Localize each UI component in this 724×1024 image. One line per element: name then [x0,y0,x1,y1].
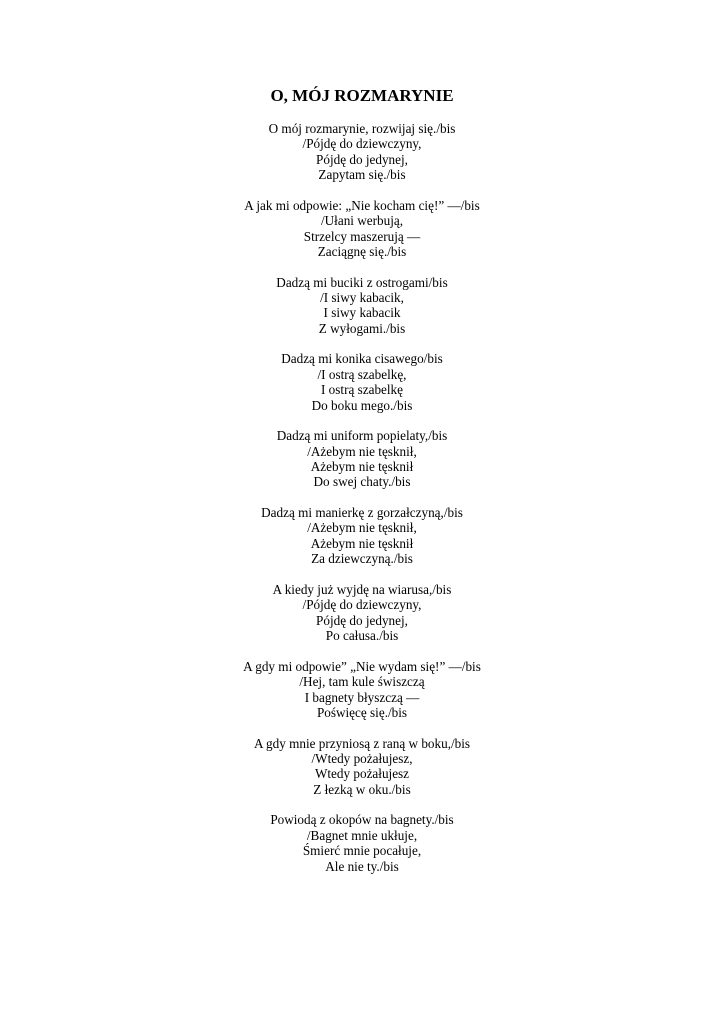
verse-line: I ostrą szabelkę [320,382,404,398]
verse-line: Dadzą mi uniform popielaty,/bis [276,428,448,444]
verse-line: Do swej chaty./bis [313,474,411,490]
verse-line: A gdy mnie przyniosą z raną w boku,/bis [253,735,471,751]
verse-line: Zapytam się./bis [318,167,406,183]
verse-line: Śmierć mnie pocałuje, [302,843,422,859]
verse-line: Pójdę do jedynej, [316,151,408,167]
stanza [0,736,724,798]
verse-line: Ażebym nie tęsknił [310,535,414,551]
verse-line: A kiedy już wyjdę na wiarusa,/bis [272,581,452,597]
verse-line: Z wyłogami./bis [318,320,406,336]
song-title: O, MÓJ ROZMARYNIE [270,86,454,105]
verse-line: /Wtedy pożałujesz, [311,750,413,766]
verse-line: /Ażebym nie tęsknił, [307,520,417,536]
stanza [0,659,724,721]
verse-line: O mój rozmarynie, rozwijaj się./bis [268,121,456,136]
verse-line: A gdy mi odpowie” „Nie wydam się!” —/bis [243,658,481,674]
stanza [0,582,724,644]
verse-line: Ale nie ty./bis [325,858,399,874]
verse-line: Do boku mego./bis [311,397,413,413]
verse-line: /Bagnet mnie ukłuje, [306,827,418,843]
poem-body [0,121,724,889]
verse-line: Dadzą mi konika cisawego/bis [281,351,443,367]
verse-line: /I siwy kabacik, [320,290,404,306]
verse-line: Poświęcę się./bis [316,704,408,720]
verse-line: A jak mi odpowie: „Nie kocham cię!” —/bis [244,197,480,213]
stanza [0,505,724,567]
verse-line: /Ażebym nie tęsknił, [307,443,417,459]
verse-line: /I ostrą szabelkę, [317,366,407,382]
verse-line: /Hej, tam kule świszczą [299,674,425,690]
verse-line: /Ułani werbują, [320,213,404,229]
verse-line: Wtedy pożałujesz [314,766,410,782]
verse-line: I siwy kabacik [323,305,401,321]
verse-line: Dadzą mi manierkę z gorzałczyną,/bis [261,505,463,521]
stanza [0,428,724,490]
verse-line: /Pójdę do dziewczyny, [302,136,422,152]
verse-line: Ażebym nie tęsknił [310,459,414,475]
verse-line: /Pójdę do dziewczyny, [302,597,422,613]
verse-line: Dadzą mi buciki z ostrogami/bis [276,274,448,290]
verse-line: Zaciągnę się./bis [317,244,407,260]
verse-line: Powiodą z okopów na bagnety./bis [270,812,454,828]
stanza [0,198,724,260]
verse-line: Z łezką w oku./bis [313,781,411,797]
stanza [0,812,724,874]
stanza [0,275,724,337]
verse-line: Pójdę do jedynej, [316,612,408,628]
verse-line: Za dziewczyną./bis [311,551,413,567]
verse-line: Strzelcy maszerują — [303,228,421,244]
verse-line: Po całusa./bis [325,628,399,644]
stanza [0,121,724,183]
stanza [0,351,724,413]
verse-line: I bagnety błyszczą — [304,689,420,705]
